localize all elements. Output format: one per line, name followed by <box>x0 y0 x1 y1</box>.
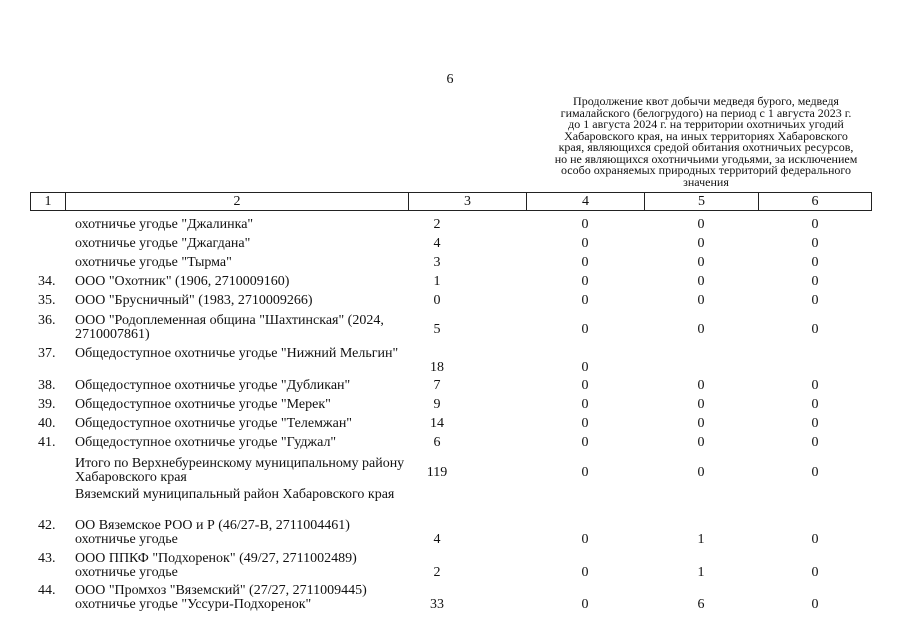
cell-col5: 0 <box>697 397 705 412</box>
cell-col4: 0 <box>581 565 589 580</box>
cell-col5: 0 <box>697 236 705 251</box>
row-name: ОО Вяземское РОО и Р (46/27-В, 2711004461) охотничье угодье <box>75 518 350 547</box>
page-number: 6 <box>446 72 454 87</box>
row-number: 40. <box>38 416 56 431</box>
heading-line: особо охраняемых природных территорий федерального <box>560 163 851 177</box>
cell-col5: 0 <box>697 465 705 480</box>
column-header: 2 <box>66 193 409 210</box>
cell-col4: 0 <box>581 397 589 412</box>
row-number: 34. <box>38 274 56 289</box>
cell-col5: 6 <box>697 597 705 612</box>
cell-col3: 2 <box>433 217 441 232</box>
cell-col5: 0 <box>697 435 705 450</box>
column-header: 6 <box>811 194 819 209</box>
cell-col4: 0 <box>581 532 589 547</box>
cell-col6: 0 <box>811 378 819 393</box>
row-name: охотничье угодье "Тырма" <box>75 255 232 270</box>
row-name: Вяземский муниципальный район Хабаровского края <box>75 487 395 502</box>
cell-col3: 2 <box>433 565 441 580</box>
cell-col3: 18 <box>430 360 444 375</box>
cell-col5: 0 <box>697 274 705 289</box>
row-name: охотничье угодье "Джалинка" <box>75 217 254 232</box>
cell-col4: 0 <box>581 217 589 232</box>
row-name: ООО "Брусничный" (1983, 2710009266) <box>75 293 313 308</box>
cell-col3: 1 <box>433 274 441 289</box>
cell-col3: 5 <box>433 322 441 337</box>
cell-col3: 0 <box>433 293 441 308</box>
cell-col6: 0 <box>811 597 819 612</box>
row-name: Итого по Верхнебуреинскому муниципальному району Хабаровского края <box>75 456 405 485</box>
row-number: 36. <box>38 313 56 328</box>
row-name: ООО "Родоплеменная община "Шахтинская" (2024, 2710007861) <box>75 313 384 342</box>
column-header: 3 <box>409 193 527 210</box>
cell-col4: 0 <box>581 255 589 270</box>
table-header-row <box>30 192 872 211</box>
column-header: 1 <box>31 193 66 210</box>
heading-line: значения <box>683 174 729 189</box>
cell-col6: 0 <box>811 255 819 270</box>
cell-col3: 33 <box>430 597 444 612</box>
row-number: 37. <box>38 346 56 361</box>
cell-col3: 3 <box>433 255 441 270</box>
cell-col6: 0 <box>811 274 819 289</box>
cell-col5: 0 <box>697 378 705 393</box>
cell-col6: 0 <box>811 293 819 308</box>
cell-col3: 119 <box>426 465 448 480</box>
cell-col6: 0 <box>811 236 819 251</box>
column-header: 4 <box>527 193 645 210</box>
heading-line: Хабаровского края, на иных территориях Хабаровского <box>564 128 848 143</box>
heading-line: края, являющихся средой обитания охотничьих ресурсов, <box>558 140 854 154</box>
cell-col6: 0 <box>811 532 819 547</box>
row-name: Общедоступное охотничье угодье "Дубликан" <box>75 378 351 393</box>
row-number: 44. <box>38 583 56 598</box>
heading-line: гималайского (белогрудого) на период с 1 августа 2023 г. <box>560 105 852 120</box>
row-name: Общедоступное охотничье угодье "Телемжан" <box>75 416 353 431</box>
cell-col4: 0 <box>581 236 589 251</box>
cell-col3: 4 <box>433 532 441 547</box>
row-name: Общедоступное охотничье угодье "Мерек" <box>75 397 331 412</box>
row-name: охотничье угодье "Джагдана" <box>75 236 251 251</box>
cell-col6: 0 <box>811 465 819 480</box>
cell-col5: 0 <box>697 217 705 232</box>
cell-col4: 0 <box>581 435 589 450</box>
row-name: ООО "Промхоз "Вяземский" (27/27, 2711009445) охотничье угодье "Уссури-Подхоренок" <box>75 583 367 612</box>
cell-col4: 0 <box>581 293 589 308</box>
cell-col5: 1 <box>697 565 705 580</box>
cell-col5: 0 <box>697 293 705 308</box>
cell-col5: 1 <box>697 532 705 547</box>
cell-col3: 9 <box>433 397 441 412</box>
row-name: ООО "Охотник" (1906, 2710009160) <box>75 274 290 289</box>
cell-col6: 0 <box>811 322 819 337</box>
cell-col4: 0 <box>581 416 589 431</box>
cell-col6: 0 <box>811 565 819 580</box>
row-name: ООО ППКФ "Подхоренок" (49/27, 2711002489) охотничье угодье <box>75 551 357 580</box>
cell-col4: 0 <box>581 465 589 480</box>
cell-col4: 0 <box>581 274 589 289</box>
column-header: 5 <box>645 193 759 210</box>
row-number: 41. <box>38 435 56 450</box>
cell-col3: 14 <box>430 416 444 431</box>
cell-col3: 7 <box>433 378 441 393</box>
heading-line: Продолжение квот добычи медведя бурого, медведя <box>573 94 839 108</box>
cell-col5: 0 <box>697 416 705 431</box>
cell-col5: 0 <box>697 255 705 270</box>
row-number: 39. <box>38 397 56 412</box>
heading-line: до 1 августа 2024 г. на территории охотничьих угодий <box>568 117 844 131</box>
cell-col4: 0 <box>581 360 589 375</box>
cell-col4: 0 <box>581 378 589 393</box>
cell-col6: 0 <box>811 416 819 431</box>
cell-col4: 0 <box>581 322 589 337</box>
cell-col6: 0 <box>811 217 819 232</box>
row-name: Общедоступное охотничье угодье "Гуджал" <box>75 435 337 450</box>
cell-col4: 0 <box>581 597 589 612</box>
cell-col6: 0 <box>811 397 819 412</box>
cell-col3: 6 <box>433 435 441 450</box>
row-number: 38. <box>38 378 56 393</box>
cell-col3: 4 <box>433 236 441 251</box>
cell-col5: 0 <box>697 322 705 337</box>
row-name: Общедоступное охотничье угодье "Нижний Мельгин" <box>75 346 399 361</box>
cell-col6: 0 <box>811 435 819 450</box>
row-number: 42. <box>38 518 56 533</box>
table-heading <box>533 96 879 188</box>
heading-line: но не являющихся охотничьими угодьями, за исключением <box>554 151 858 166</box>
row-number: 43. <box>38 551 56 566</box>
row-number: 35. <box>38 293 56 308</box>
